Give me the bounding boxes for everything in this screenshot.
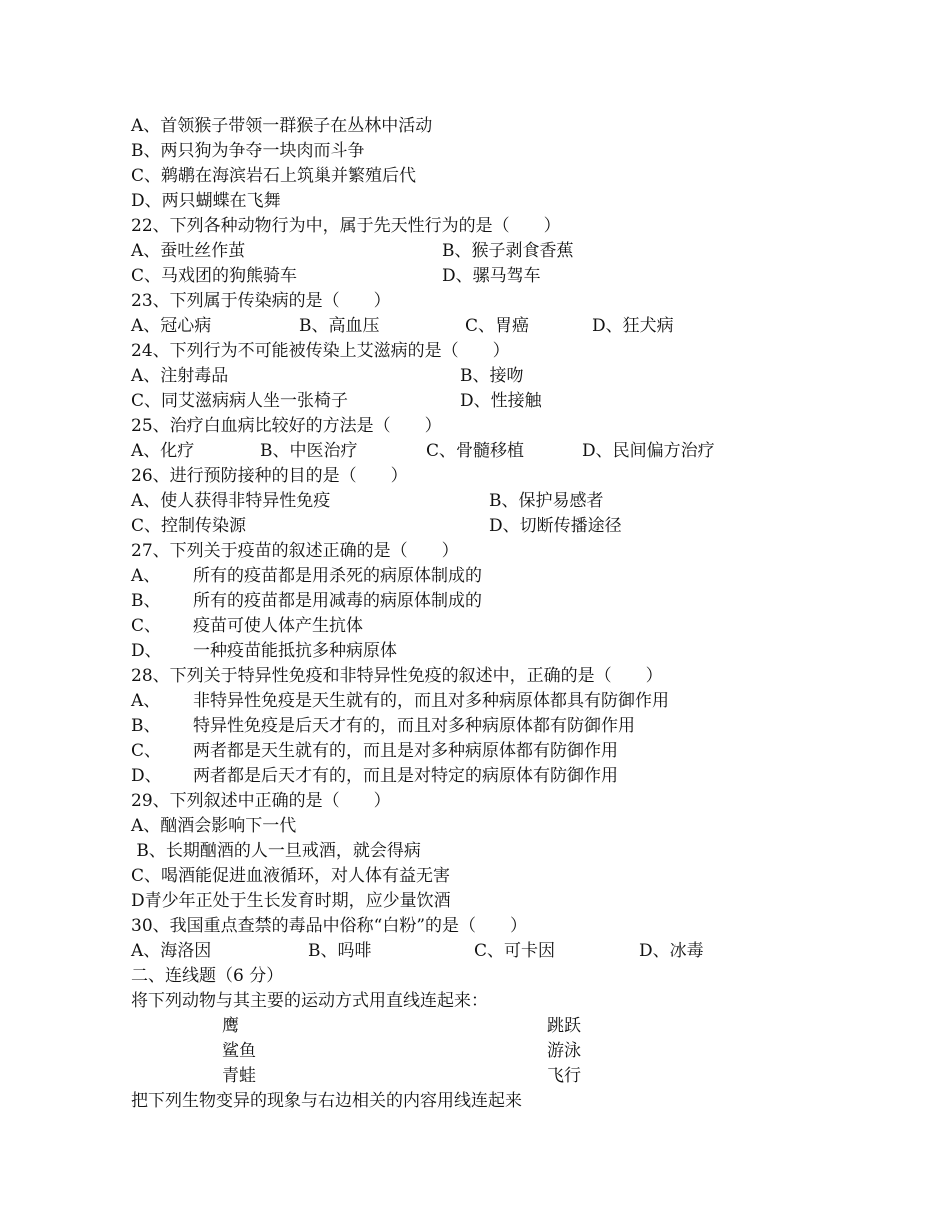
- q27-option-b-text: 所有的疫苗都是用减毒的病原体制成的: [193, 591, 482, 611]
- q27-option-c-text: 疫苗可使人体产生抗体: [193, 616, 363, 636]
- q27-option-c-letter: C、: [131, 616, 162, 636]
- q23-stem: 23、下列属于传染病的是（ ）: [131, 291, 391, 311]
- q27-stem: 27、下列关于疫苗的叙述正确的是（ ）: [131, 541, 459, 561]
- q29-option-d: D青少年正处于生长发育时期，应少量饮酒: [131, 891, 451, 911]
- q26-option-a: A、使人获得非特异性免疫: [131, 491, 331, 511]
- q29-option-a: A、酗酒会影响下一代: [131, 816, 297, 836]
- q27-option-b-letter: B、: [131, 591, 161, 611]
- q22-option-c: C、马戏团的狗熊骑车: [131, 266, 298, 286]
- q24-stem: 24、下列行为不可能被传染上艾滋病的是（ ）: [131, 341, 510, 361]
- q26-option-c: C、控制传染源: [131, 516, 247, 536]
- q22-stem: 22、下列各种动物行为中，属于先天性行为的是（ ）: [131, 216, 561, 236]
- q28-option-c-letter: C、: [131, 741, 162, 761]
- q22-option-b: B、猴子剥食香蕉: [442, 241, 574, 261]
- q28-option-a-text: 非特异性免疫是天生就有的，而且对多种病原体都具有防御作用: [193, 691, 669, 711]
- q25-option-b: B、中医治疗: [260, 441, 358, 461]
- animal-item: 青蛙: [222, 1066, 256, 1086]
- q28-option-b-text: 特异性免疫是后天才有的，而且对多种病原体都有防御作用: [193, 716, 635, 736]
- q26-option-d: D、切断传播途径: [489, 516, 622, 536]
- q29-stem: 29、下列叙述中正确的是（ ）: [131, 791, 391, 811]
- q27-option-d-text: 一种疫苗能抵抗多种病原体: [193, 641, 397, 661]
- q23-option-d: D、狂犬病: [592, 316, 674, 336]
- q21-option-c: C、鹈鹕在海滨岩石上筑巢并繁殖后代: [131, 166, 417, 186]
- q26-option-b: B、保护易感者: [489, 491, 604, 511]
- q21-option-b: B、两只狗为争夺一块肉而斗争: [131, 141, 365, 161]
- q24-option-a: A、注射毒品: [131, 366, 229, 386]
- q25-option-d: D、民间偏方治疗: [582, 441, 715, 461]
- q21-option-a: A、首领猴子带领一群猴子在丛林中活动: [131, 116, 433, 136]
- q24-option-b: B、接吻: [460, 366, 524, 386]
- q30-option-d: D、冰毒: [639, 941, 704, 961]
- q25-option-a: A、化疗: [131, 441, 195, 461]
- q27-option-a-letter: A、: [131, 566, 161, 586]
- q25-stem: 25、治疗白血病比较好的方法是（ ）: [131, 416, 442, 436]
- section-heading: 二、连线题（6 分）: [131, 966, 284, 986]
- q24-option-c: C、同艾滋病病人坐一张椅子: [131, 391, 349, 411]
- q28-option-a-letter: A、: [131, 691, 161, 711]
- q23-option-b: B、高血压: [299, 316, 380, 336]
- animal-item: 鹰: [222, 1016, 239, 1036]
- q29-option-c: C、喝酒能促进血液循环，对人体有益无害: [131, 866, 451, 886]
- q24-option-d: D、性接触: [460, 391, 542, 411]
- q30-option-b: B、吗啡: [308, 941, 372, 961]
- q28-option-c-text: 两者都是天生就有的，而且是对多种病原体都有防御作用: [193, 741, 618, 761]
- q30-option-c: C、可卡因: [474, 941, 556, 961]
- q30-stem: 30、我国重点查禁的毒品中俗称“白粉”的是（ ）: [131, 916, 528, 936]
- variation-instruction: 把下列生物变异的现象与右边相关的内容用线连起来: [131, 1091, 522, 1111]
- animal-item: 鲨鱼: [222, 1041, 256, 1061]
- q25-option-c: C、骨髓移植: [426, 441, 525, 461]
- q27-option-d-letter: D、: [131, 641, 162, 661]
- q28-option-d-letter: D、: [131, 766, 162, 786]
- q30-option-a: A、海洛因: [131, 941, 212, 961]
- movement-item: 游泳: [547, 1041, 581, 1061]
- q28-option-b-letter: B、: [131, 716, 161, 736]
- movement-item: 飞行: [547, 1066, 581, 1086]
- q23-option-a: A、冠心病: [131, 316, 212, 336]
- q26-stem: 26、进行预防接种的目的是（ ）: [131, 466, 408, 486]
- q28-stem: 28、下列关于特异性免疫和非特异性免疫的叙述中，正确的是（ ）: [131, 666, 663, 686]
- q22-option-a: A、蚕吐丝作茧: [131, 241, 246, 261]
- q22-option-d: D、骡马驾车: [442, 266, 541, 286]
- q29-option-b: B、长期酗酒的人一旦戒酒，就会得病: [131, 841, 421, 861]
- q27-option-a-text: 所有的疫苗都是用杀死的病原体制成的: [193, 566, 482, 586]
- q23-option-c: C、胃癌: [465, 316, 530, 336]
- q28-option-d-text: 两者都是后天才有的，而且是对特定的病原体有防御作用: [193, 766, 618, 786]
- matching-instruction: 将下列动物与其主要的运动方式用直线连起来：: [131, 991, 488, 1011]
- movement-item: 跳跃: [547, 1016, 581, 1036]
- q21-option-d: D、两只蝴蝶在飞舞: [131, 191, 281, 211]
